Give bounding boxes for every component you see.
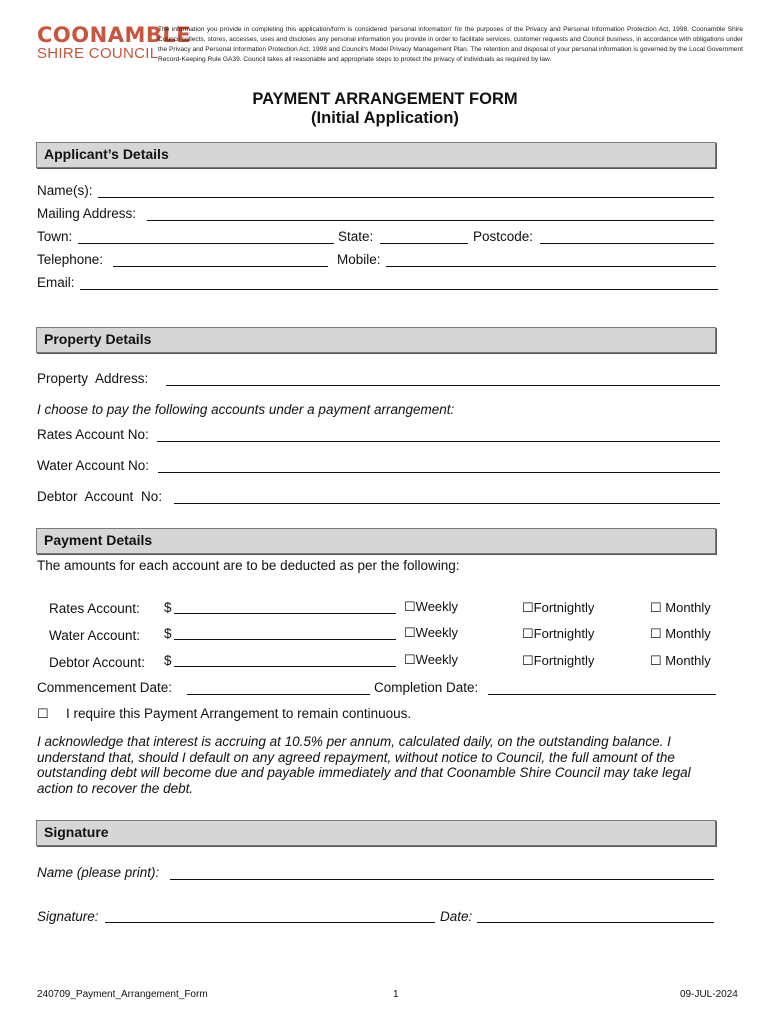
mobile-field[interactable] bbox=[386, 266, 716, 267]
rates-weekly-checkbox[interactable]: ☐Weekly bbox=[404, 599, 459, 614]
water-amount-field[interactable] bbox=[174, 639, 396, 640]
mailing-address-field[interactable] bbox=[147, 220, 714, 221]
signature-label: Signature: bbox=[37, 909, 99, 924]
section-heading: Property Details bbox=[44, 331, 152, 347]
rates-fortnightly-checkbox[interactable]: ☐Fortnightly bbox=[522, 600, 595, 615]
form-title: PAYMENT ARRANGEMENT FORM bbox=[252, 90, 518, 108]
email-field[interactable] bbox=[80, 289, 718, 290]
debtor-account-label: Debtor Account No: bbox=[37, 489, 163, 504]
rates-account-field[interactable] bbox=[157, 441, 720, 442]
telephone-field[interactable] bbox=[113, 266, 328, 267]
signature-field[interactable] bbox=[105, 922, 435, 923]
postcode-field[interactable] bbox=[540, 243, 714, 244]
water-account-field[interactable] bbox=[158, 472, 720, 473]
debtor-account-field[interactable] bbox=[174, 503, 720, 504]
commencement-date-label: Commencement Date: bbox=[37, 680, 173, 695]
council-logo-bottom: SHIRE COUNCIL bbox=[37, 45, 159, 62]
state-field[interactable] bbox=[380, 243, 468, 244]
rates-account-label: Rates Account No: bbox=[37, 427, 149, 442]
section-property-details bbox=[36, 327, 716, 353]
rates-amount-label: Rates Account: bbox=[49, 601, 140, 616]
debtor-monthly-checkbox[interactable]: ☐ Monthly bbox=[650, 653, 711, 668]
currency-symbol: $ bbox=[164, 653, 172, 668]
debtor-amount-label: Debtor Account: bbox=[49, 655, 146, 670]
section-signature bbox=[36, 820, 716, 846]
debtor-weekly-checkbox[interactable]: ☐Weekly bbox=[404, 652, 459, 667]
currency-symbol: $ bbox=[164, 600, 172, 615]
completion-date-field[interactable] bbox=[488, 694, 716, 695]
payment-intro: The amounts for each account are to be deducted as per the following: bbox=[37, 558, 460, 573]
footer-page-number: 1 bbox=[393, 989, 399, 1000]
mobile-label: Mobile: bbox=[337, 252, 381, 267]
footer-form-id: 240709_Payment_Arrangement_Form bbox=[37, 989, 208, 1000]
section-heading: Applicant’s Details bbox=[44, 146, 169, 162]
rates-monthly-checkbox[interactable]: ☐ Monthly bbox=[650, 600, 711, 615]
currency-symbol: $ bbox=[164, 626, 172, 641]
section-heading: Payment Details bbox=[44, 532, 153, 548]
state-label: State: bbox=[338, 229, 374, 244]
debtor-amount-field[interactable] bbox=[174, 666, 396, 667]
debtor-fortnightly-checkbox[interactable]: ☐Fortnightly bbox=[522, 653, 595, 668]
date-label: Date: bbox=[440, 909, 473, 924]
town-field[interactable] bbox=[78, 243, 334, 244]
water-monthly-checkbox[interactable]: ☐ Monthly bbox=[650, 626, 711, 641]
commencement-date-field[interactable] bbox=[187, 694, 370, 695]
postcode-label: Postcode: bbox=[473, 229, 534, 244]
acknowledgement-text: I acknowledge that interest is accruing at 10.5% per annum, calculated daily, on the outstanding balance. I understand that, should I default on any agreed repayment, without notice to Council, the full amount of the outstanding debt will become due and payable immediately and that Coonamble Shire Council may take legal action to recover the debt. bbox=[37, 734, 691, 796]
section-applicant-details bbox=[36, 142, 716, 168]
rates-amount-field[interactable] bbox=[174, 613, 396, 614]
mailing-address-label: Mailing Address: bbox=[37, 206, 137, 221]
water-account-label: Water Account No: bbox=[37, 458, 150, 473]
property-address-field[interactable] bbox=[166, 385, 720, 386]
water-amount-label: Water Account: bbox=[49, 628, 141, 643]
choose-accounts-text: I choose to pay the following accounts under a payment arrangement: bbox=[37, 402, 455, 417]
footer-date: 09-JUL-2024 bbox=[680, 989, 738, 1000]
names-label: Name(s): bbox=[37, 183, 93, 198]
email-label: Email: bbox=[37, 275, 75, 290]
date-field[interactable] bbox=[477, 922, 714, 923]
telephone-label: Telephone: bbox=[37, 252, 104, 267]
print-name-field[interactable] bbox=[170, 879, 714, 880]
section-heading: Signature bbox=[44, 824, 109, 840]
property-address-label: Property Address: bbox=[37, 371, 149, 386]
print-name-label: Name (please print): bbox=[37, 865, 160, 880]
town-label: Town: bbox=[37, 229, 73, 244]
water-fortnightly-checkbox[interactable]: ☐Fortnightly bbox=[522, 626, 595, 641]
continuous-text: I require this Payment Arrangement to remain continuous. bbox=[66, 706, 412, 721]
council-logo-top: COONAMBLE bbox=[37, 23, 192, 47]
continuous-checkbox[interactable]: ☐ bbox=[37, 706, 49, 721]
section-payment-details bbox=[36, 528, 716, 554]
names-field[interactable] bbox=[98, 197, 714, 198]
privacy-notice: The information you provide in completing this application/form is considered 'personal information' for the purposes of the Privacy and Personal Information Protection Act, 1998. Coonamble Shire Council collects, stores, accesses, uses and discloses any personal information you provide in order to facilitate services, customer requests and Council business, in accordance with obligations under the Privacy and Personal Information Protection Act, 1998 and Council's Model Privacy Management Plan. The retention and disposal of your personal information is governed by the Local Government Record-Keeping Rule GA39. Council takes all reasonable and appropriate steps to protect the privacy of individuals as required by law. bbox=[158, 26, 744, 63]
completion-date-label: Completion Date: bbox=[374, 680, 479, 695]
form-subtitle: (Initial Application) bbox=[311, 109, 459, 127]
water-weekly-checkbox[interactable]: ☐Weekly bbox=[404, 625, 459, 640]
